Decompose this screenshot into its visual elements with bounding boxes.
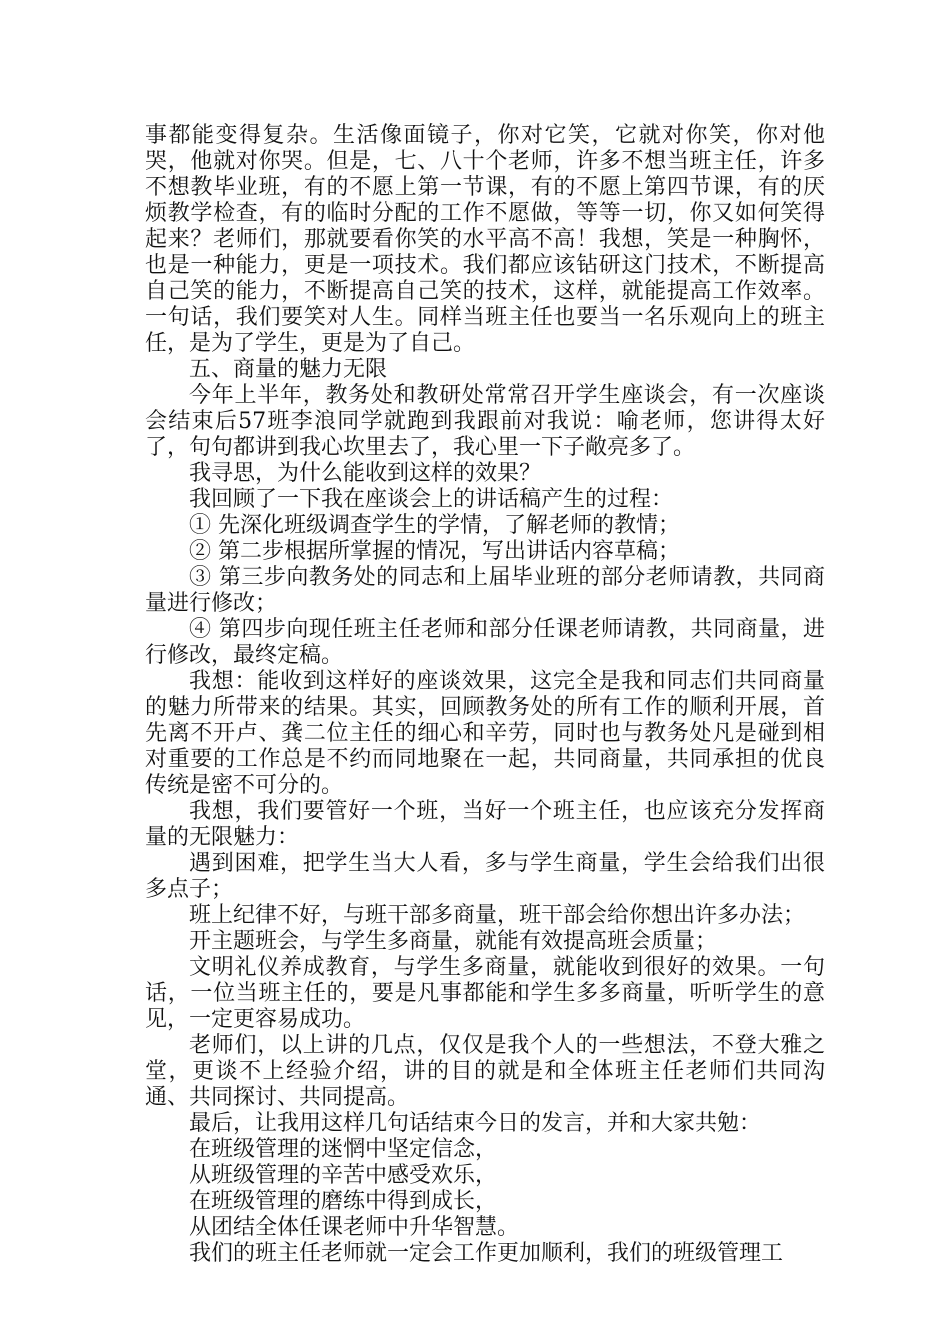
paragraph-closing-thoughts: 老师们，以上讲的几点，仅仅是我个人的一些想法，不登大雅之堂，更谈不上经验介绍，讲的目的就是和全体班主任老师们共同沟通、共同探讨、共同提高。: [145, 1033, 825, 1110]
section-heading-five: 五、商量的魅力无限: [189, 357, 388, 382]
verse-line-4: 从团结全体任课老师中升华智慧。: [189, 1215, 520, 1240]
paragraph-difficulties: 遇到困难，把学生当大人看，多与学生商量，学生会给我们出很多点子；: [145, 851, 825, 902]
list-item-step-4: ④ 第四步向现任班主任老师和部分任课老师请教，共同商量，进行修改，最终定稿。: [145, 617, 825, 668]
list-item-step-2: ② 第二步根据所掌握的情况，写出讲话内容草稿；: [189, 539, 680, 564]
verse-line-3: 在班级管理的磨练中得到成长，: [189, 1189, 498, 1214]
paragraph-theme-meeting: 开主题班会，与学生多商量，就能有效提高班会质量；: [189, 929, 718, 954]
list-item-step-3: ③ 第三步向教务处的同志和上届毕业班的部分老师请教，共同商量进行修改；: [145, 565, 825, 616]
paragraph-manage-class: 我想，我们要管好一个班，当好一个班主任，也应该充分发挥商量的无限魅力：: [145, 799, 825, 850]
verse-line-2: 从班级管理的辛苦中感受欢乐，: [189, 1163, 498, 1188]
paragraph-student-meeting: 今年上半年，教务处和教研处常常召开学生座谈会，有一次座谈会结束后57班李浪同学就跑到我跟前对我说：喻老师，您讲得太好了，句句都讲到我心坎里去了，我心里一下子敞亮多了。: [145, 383, 825, 460]
paragraph-reflection-question: 我寻思，为什么能收到这样的效果？: [189, 461, 542, 486]
paragraph-laughing-attitude: 事都能变得复杂。生活像面镜子，你对它笑，它就对你笑，你对他哭，他就对你哭。但是，七、八十个老师，许多不想当班主任，许多不想教毕业班，有的不愿上第一节课，有的不愿上第四节课，有的厌烦教学检查，有的临时分配的工作不愿做，等等一切，你又如何笑得起来？老师们，那就要看你笑的水平高不高！我想，笑是一种胸怀，也是一种能力，更是一项技术。我们都应该钻研这门技术，不断提高自己笑的能力，不断提高自己笑的技术，这样，就能提高工作效率。一句话，我们要笑对人生。同样当班主任也要当一名乐观向上的班主任，是为了学生，更是为了自己。: [145, 123, 825, 356]
paragraph-conclusion: 我们的班主任老师就一定会工作更加顺利，我们的班级管理工: [189, 1241, 784, 1266]
verse-line-1: 在班级管理的迷惘中坚定信念，: [189, 1137, 498, 1162]
paragraph-discipline: 班上纪律不好，与班干部多商量，班干部会给你想出许多办法；: [189, 903, 806, 928]
paragraph-etiquette: 文明礼仪养成教育，与学生多商量，就能收到很好的效果。一句话，一位当班主任的，要是凡事都能和学生多多商量，听听学生的意见，一定更容易成功。: [145, 955, 825, 1032]
document-page: [145, 123, 825, 1267]
paragraph-final-words: 最后，让我用这样几句话结束今日的发言，并和大家共勉：: [189, 1111, 762, 1136]
list-item-step-1: ① 先深化班级调查学生的学情，了解老师的教情；: [189, 513, 680, 538]
paragraph-charm-of-discussion: 我想：能收到这样好的座谈效果，这完全是我和同志们共同商量的魅力所带来的结果。其实，回顾教务处的所有工作的顺利开展，首先离不开卢、龚二位主任的细心和辛劳，同时也与教务处凡是碰到相对重要的工作总是不约而同地聚在一起，共同商量，共同承担的优良传统是密不可分的。: [145, 669, 825, 798]
paragraph-review-process: 我回顾了一下我在座谈会上的讲话稿产生的过程：: [189, 487, 674, 512]
